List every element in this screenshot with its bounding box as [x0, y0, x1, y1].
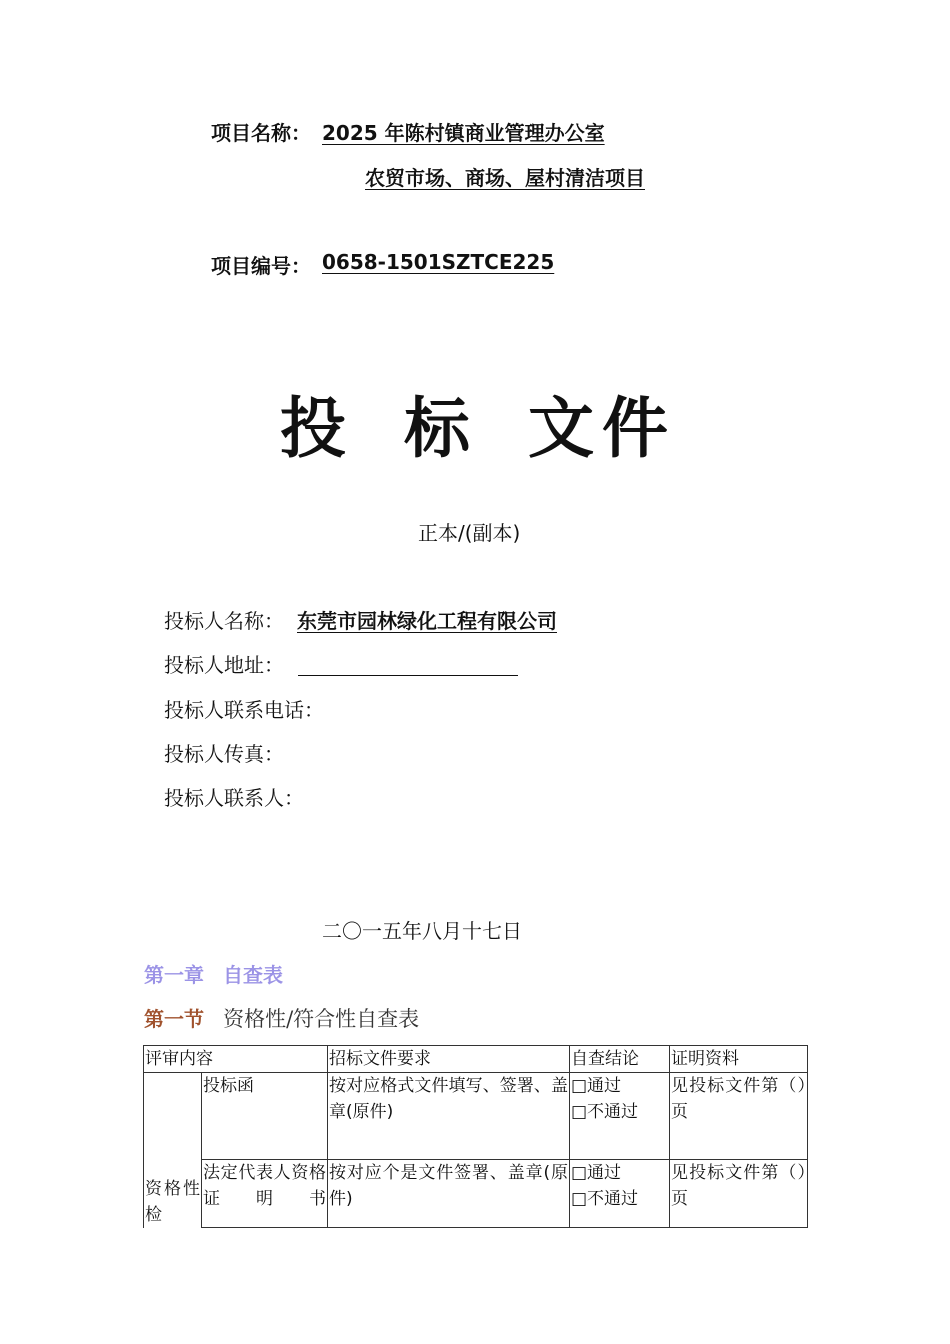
title-char-3: 文 — [528, 390, 594, 467]
bidder-name-value: 东莞市园林绿化工程有限公司 — [297, 609, 557, 633]
project-number-label: 项目编号： — [211, 254, 311, 278]
bidder-contact-label: 投标人联系人： — [164, 786, 304, 810]
title-char-4: 件 — [602, 390, 668, 467]
requirement-cell: 按对应格式文件填写、签署、盖章(原件) — [328, 1073, 570, 1160]
project-name-line1: 2025 年陈村镇商业管理办公室 — [322, 121, 605, 145]
header-evidence: 证明资料 — [670, 1046, 808, 1073]
chapter-heading — [144, 959, 283, 988]
project-number-value: 0658-1501SZTCE225 — [322, 250, 555, 274]
table-row — [144, 1073, 808, 1160]
section-number: 第一节 — [144, 1007, 204, 1031]
conclusion-cell — [570, 1160, 670, 1228]
bidder-fax-label: 投标人传真： — [164, 742, 284, 766]
category-cell — [144, 1073, 202, 1228]
table-header-row — [144, 1046, 808, 1073]
section-title: 资格性/符合性自查表 — [223, 1007, 420, 1031]
bidder-phone-label: 投标人联系电话： — [164, 698, 324, 722]
self-check-table — [143, 1045, 808, 1228]
evidence-cell: 见投标文件第（）页 — [670, 1073, 808, 1160]
pass-checkbox[interactable]: □通过 — [571, 1076, 622, 1096]
header-conclusion: 自查结论 — [570, 1046, 670, 1073]
header-requirement: 招标文件要求 — [328, 1046, 570, 1073]
header-review-content: 评审内容 — [144, 1046, 328, 1073]
table-row — [144, 1160, 808, 1228]
fail-checkbox[interactable]: □不通过 — [571, 1189, 639, 1209]
project-name-line2: 农贸市场、商场、屋村清洁项目 — [365, 166, 645, 190]
item-cell: 法定代表人资格证明书 — [202, 1160, 328, 1228]
category-label: 资格性检 — [145, 1178, 200, 1225]
section-heading — [144, 1003, 419, 1033]
pass-checkbox[interactable]: □通过 — [571, 1163, 622, 1183]
chapter-title: 自查表 — [222, 963, 283, 987]
evidence-cell: 见投标文件第（）页 — [670, 1160, 808, 1228]
bidder-name-label: 投标人名称： — [164, 609, 284, 633]
document-date: 二〇一五年八月十七日 — [322, 919, 522, 943]
fail-checkbox[interactable]: □不通过 — [571, 1102, 639, 1122]
conclusion-cell — [570, 1073, 670, 1160]
project-name-label: 项目名称： — [211, 121, 311, 145]
title-char-1: 投 — [280, 390, 346, 467]
title-char-2: 标 — [404, 390, 470, 467]
chapter-number: 第一章 — [144, 963, 204, 987]
bidder-address-blank — [298, 654, 518, 676]
copy-type: 正本/(副本) — [418, 521, 521, 545]
item-cell: 投标函 — [202, 1073, 328, 1160]
requirement-cell: 按对应个是文件签署、盖章(原件) — [328, 1160, 570, 1228]
bidder-address-label: 投标人地址： — [164, 653, 284, 677]
